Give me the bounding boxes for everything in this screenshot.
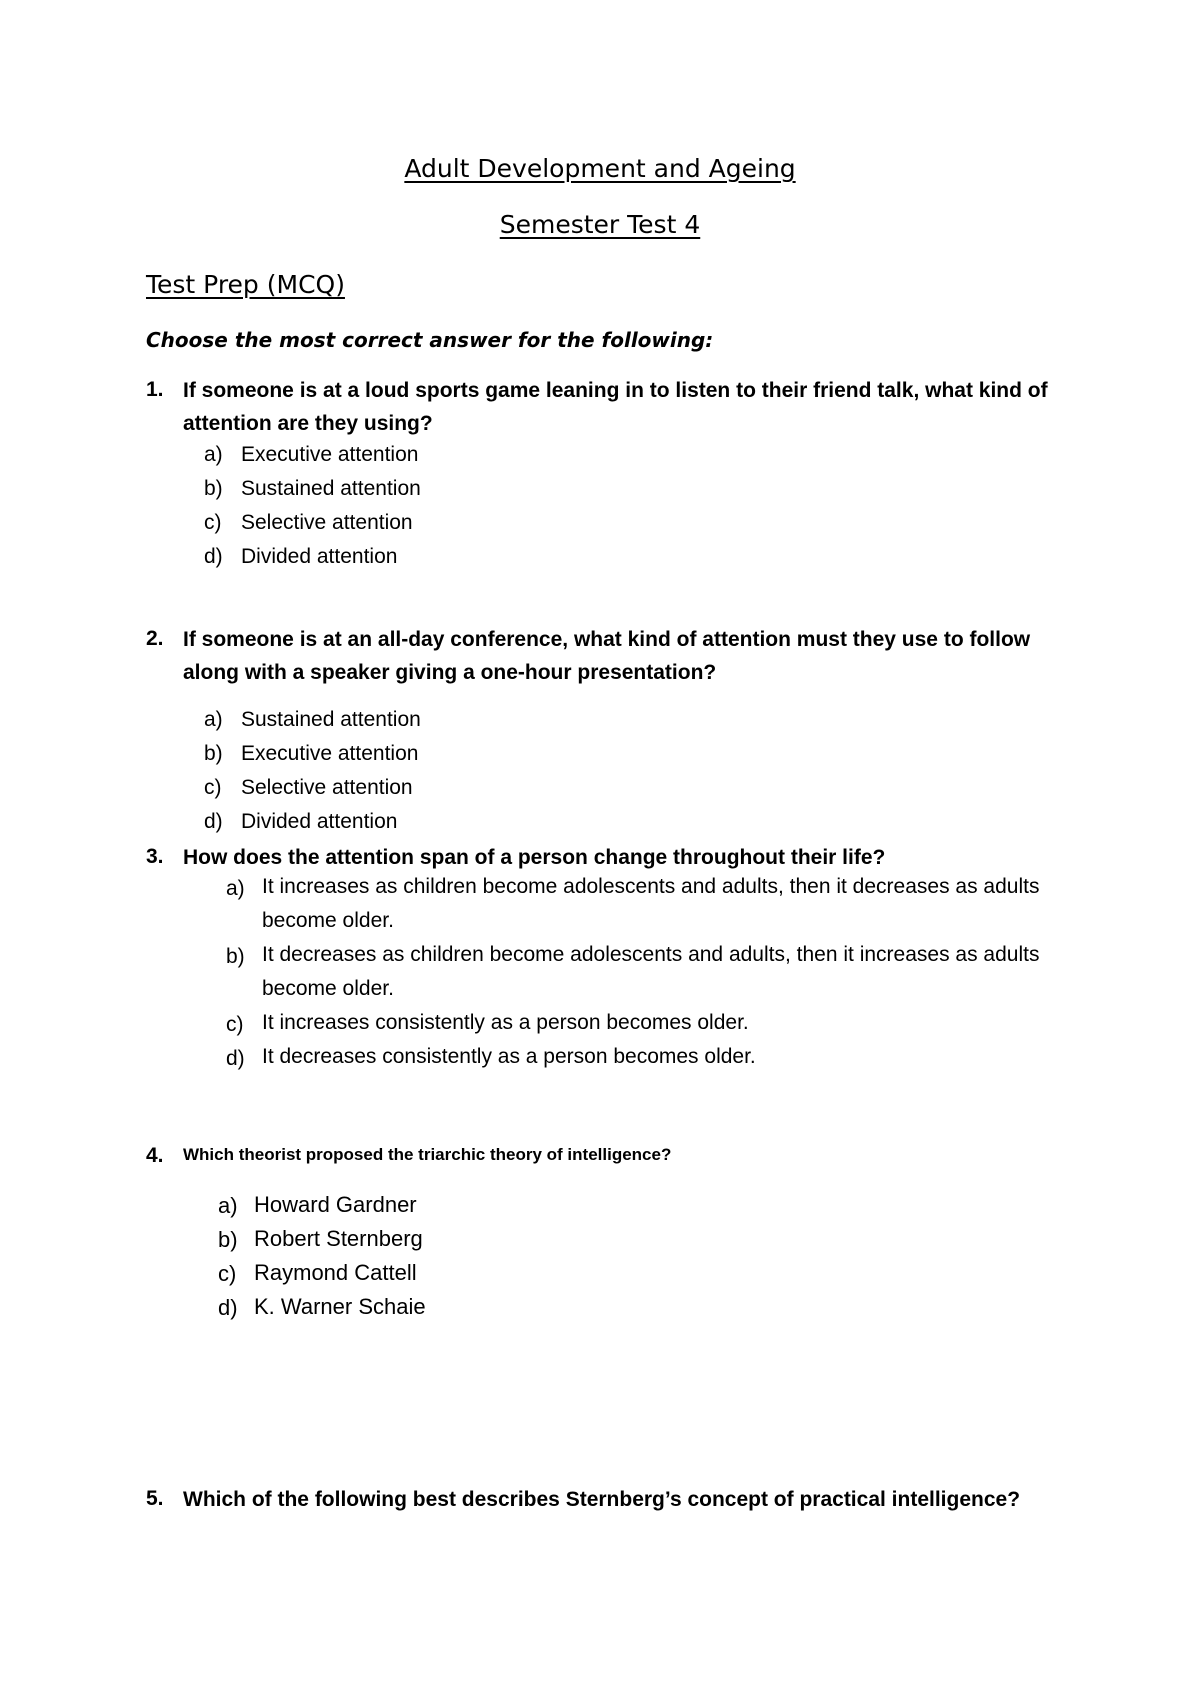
- option-letter: c): [204, 511, 222, 534]
- option-letter: a): [204, 443, 223, 466]
- option-text: Sustained attention: [241, 708, 421, 731]
- option-text: Executive attention: [241, 742, 419, 765]
- question-text: How does the attention span of a person change throughout their life?: [183, 846, 886, 869]
- option-text: Sustained attention: [241, 477, 421, 500]
- question-text: Which of the following best describes Sternberg’s concept of practical intelligence?: [183, 1488, 1021, 1511]
- option-text: Raymond Cattell: [254, 1260, 417, 1285]
- section-heading: Test Prep (MCQ): [146, 270, 345, 299]
- option-letter: d): [204, 545, 223, 568]
- option-letter: c): [204, 776, 222, 799]
- option-text: Divided attention: [241, 545, 398, 568]
- option-text: Divided attention: [241, 810, 398, 833]
- document-subtitle: Semester Test 4: [499, 210, 701, 239]
- option-letter: b): [218, 1227, 238, 1252]
- instruction-text: Choose the most correct answer for the following:: [146, 328, 714, 352]
- option-letter: a): [204, 708, 223, 731]
- question-text: If someone is at a loud sports game leaning in to listen to their friend talk, what kind of attention are they using?: [183, 379, 1048, 435]
- option-letter: c): [218, 1261, 237, 1286]
- option-text: Selective attention: [241, 511, 413, 534]
- option-text: Howard Gardner: [254, 1192, 417, 1217]
- question-number: 1.: [146, 378, 164, 401]
- option-text: Executive attention: [241, 443, 419, 466]
- question-number: 5.: [146, 1487, 164, 1510]
- option-letter: d): [226, 1047, 245, 1070]
- option-text: K. Warner Schaie: [254, 1294, 426, 1319]
- option-letter: c): [226, 1013, 244, 1036]
- option-letter: b): [226, 945, 245, 968]
- option-letter: a): [218, 1193, 238, 1218]
- option-letter: b): [204, 477, 223, 500]
- option-letter: d): [204, 810, 223, 833]
- option-text: Robert Sternberg: [254, 1226, 423, 1251]
- option-text: Selective attention: [241, 776, 413, 799]
- question-text: If someone is at an all-day conference, what kind of attention must they use to follow along with a speaker giving a one-hour presentation?: [183, 628, 1031, 684]
- option-text: It increases as children become adolescents and adults, then it decreases as adults become older.: [262, 875, 1040, 932]
- question-number: 4.: [146, 1144, 164, 1167]
- document-title: Adult Development and Ageing: [404, 154, 796, 183]
- option-text: It increases consistently as a person becomes older.: [262, 1011, 749, 1034]
- option-text: It decreases as children become adolescents and adults, then it increases as adults become older.: [262, 943, 1040, 1000]
- question-text: Which theorist proposed the triarchic theory of intelligence?: [183, 1145, 672, 1164]
- question-number: 2.: [146, 627, 164, 650]
- option-letter: a): [226, 877, 245, 900]
- option-text: It decreases consistently as a person becomes older.: [262, 1045, 756, 1068]
- option-letter: b): [204, 742, 223, 765]
- option-letter: d): [218, 1295, 238, 1320]
- question-number: 3.: [146, 845, 164, 868]
